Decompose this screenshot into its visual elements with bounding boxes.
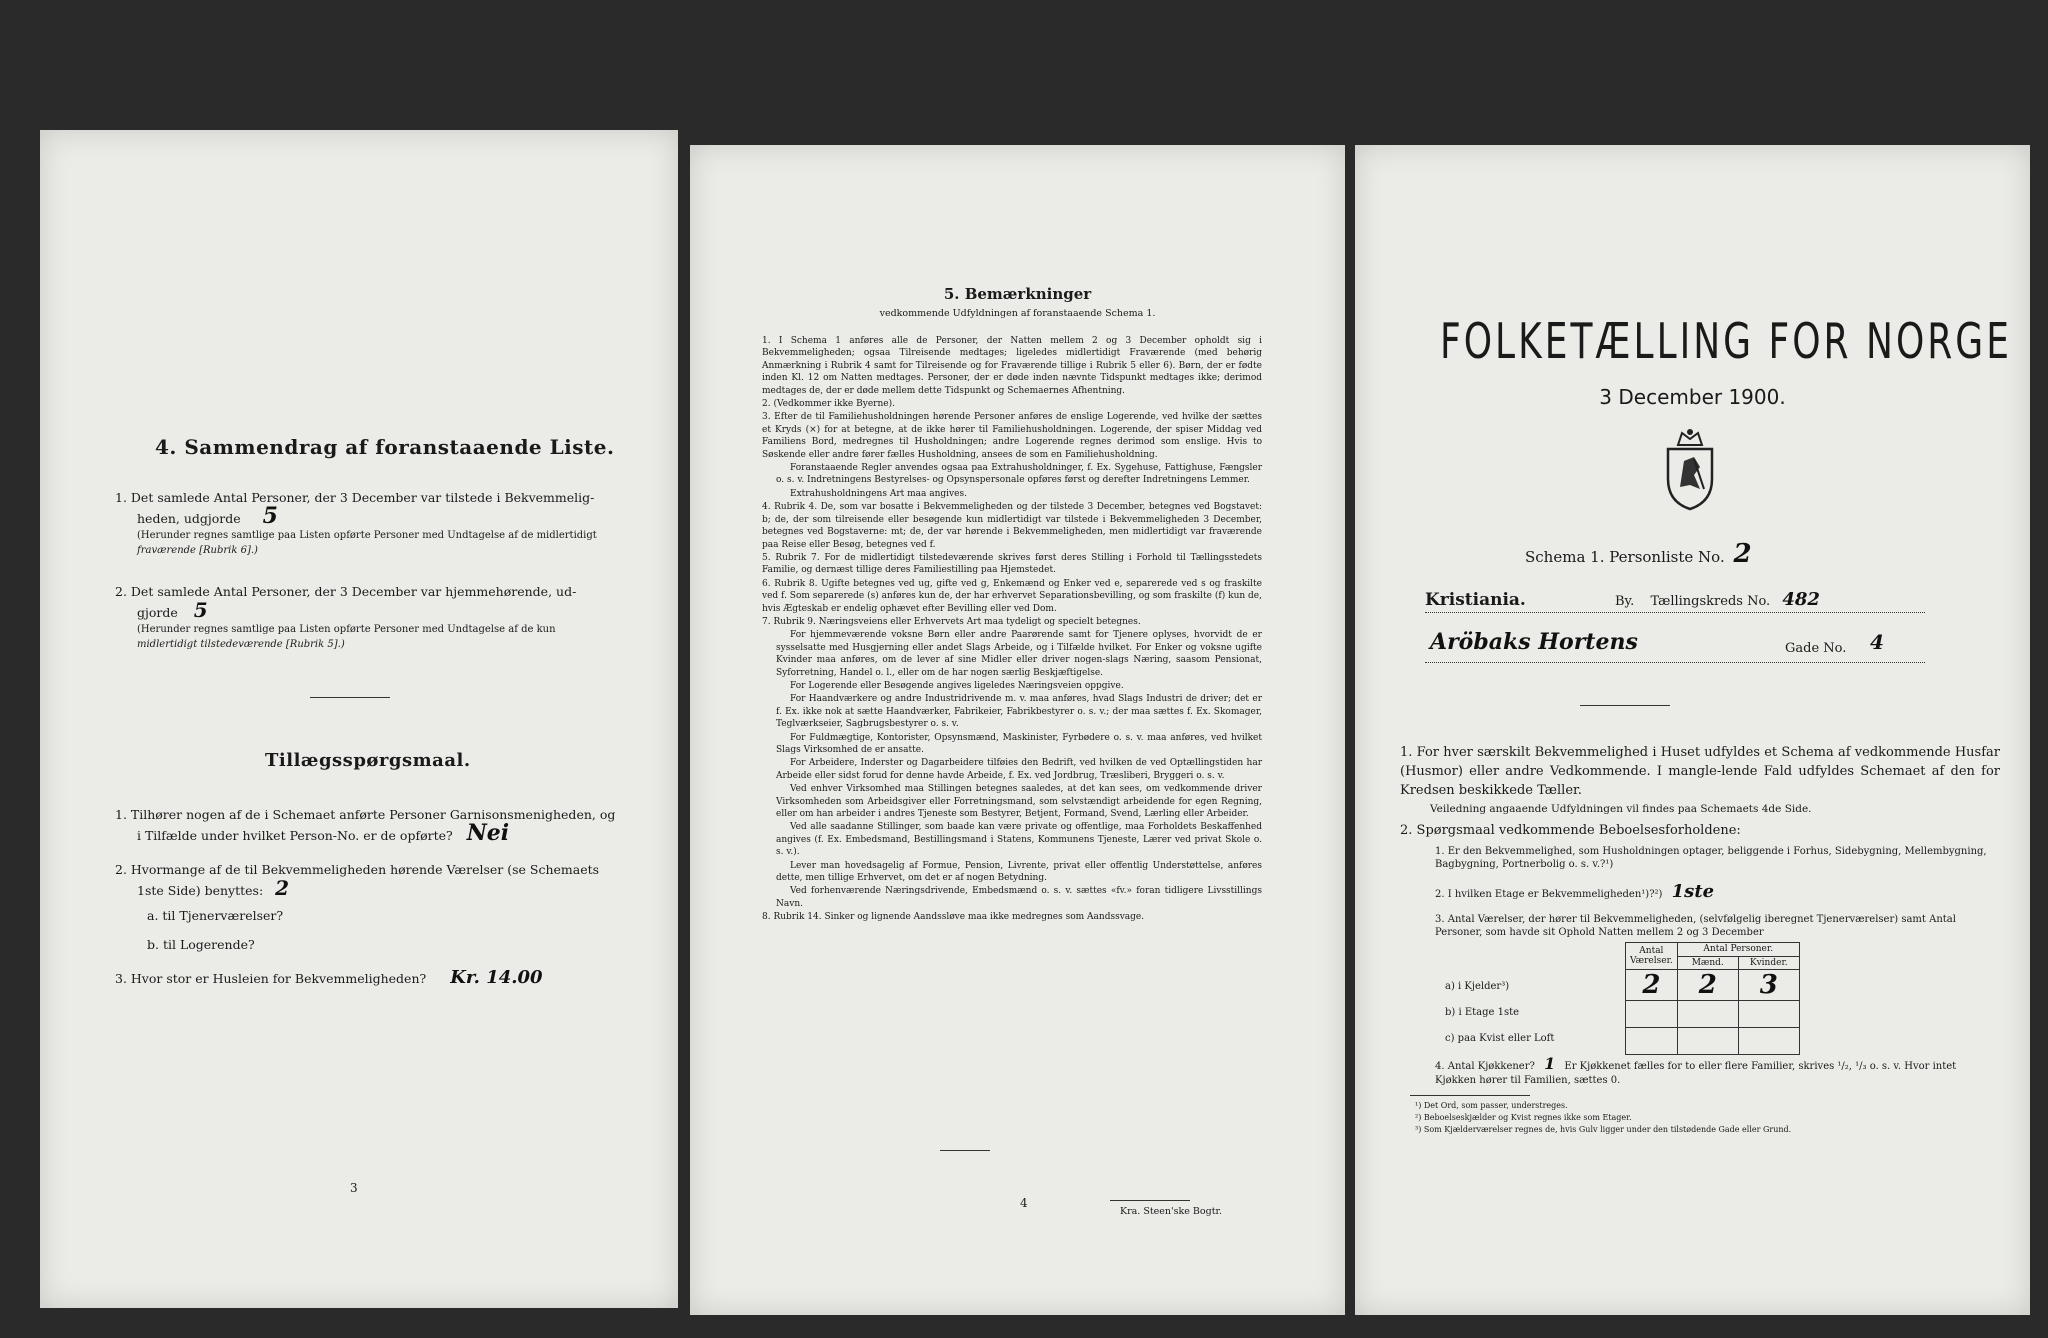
remark-paragraph: For Fuldmægtige, Kontorister, Opsynsmænd, Maskinister, Fyrbødere o. s. v. maa anføres, ved hvilket Slags Virksomhed de er ansatte. [776, 732, 1262, 755]
remark-paragraph: For Haandværkere og andre Industridrivende m. v. maa anføres, hvad Slags Industri de driver; det er f. Ex. ikke nok at sætte Haandværker, Fabrikeier, Fabrikbestyrer o. s. v.; der maa sættes f. Ex. Skomager, Teglværkseier, Sagbrugsbestyrer o. s. v. [776, 694, 1262, 730]
remark-paragraph: 6. Rubrik 8. Ugifte betegnes ved ug, gifte ved g, Enkemænd og Enker ved e, separerede ved s og fraskilte ved f. Som separerede (s) anføres kun de, der har erhvervet Separationsbevilling, og som fraskilte (f) kun de, hvis Ægteskab er endelig ophævet efter Bevilling eller ved Dom. [762, 578, 1262, 614]
divider-mid [940, 1150, 990, 1151]
location-line [1425, 590, 2025, 611]
q4-rest: Er Kjøkkenet fælles for to eller flere Familier, skrives ¹/₂, ¹/₃ o. s. v. Hvor intet Kjøkken hører til Familien, sættes 0. [1435, 1061, 1957, 1086]
remark-paragraph: 3. Efter de til Familiehusholdningen hørende Personer anføres de enslige Logerende, ved hvilke der sættes et Kryds (×) for at betegne, at de ikke hører til Familiehusholdningen. Logerende, der spiser Middag ved Familiens Bord, medregnes til Husholdningen; andre Logerende regnes derimod som enslige. Hvis to Søskende eller andre fører fælles Husholdning, ansees de som en Familiehusholdning. [762, 412, 1262, 460]
personliste-no: 2 [1733, 539, 1752, 569]
page-middle [690, 145, 1345, 1315]
gade-no: 4 [1870, 630, 1884, 654]
tillaeg-q2 [115, 860, 655, 954]
page-left [40, 130, 678, 1308]
remarks-subtitle: vedkommende Udfyldningen af foranstaaende Schema 1. [879, 308, 1156, 319]
q2-answer: 5 [193, 598, 208, 622]
occupancy-table [1625, 942, 1800, 1055]
t2-answer: 2 [275, 876, 290, 900]
footnotes [1415, 1100, 1995, 1136]
location-underline [1425, 612, 1925, 613]
kreds-no: 482 [1782, 589, 1820, 610]
q2-label: 2. I hvilken Etage er Bekvemmeligheden¹)?²) [1435, 889, 1663, 900]
footnote-rule [1410, 1095, 1530, 1096]
remark-paragraph: 5. Rubrik 7. For de midlertidigt tilstedeværende skrives først deres Stilling i Forhold til Tællingsstedets Familie, og dernæst tillige deres Familiestilling paa Hjemstedet. [762, 552, 1262, 576]
tillaeg-q1 [115, 805, 655, 845]
remark-paragraph: 8. Rubrik 14. Sinker og lignende Aandssløve maa ikke medregnes som Aandssvage. [762, 912, 1145, 923]
remark-paragraph: For Logerende eller Besøgende angives ligeledes Næringsveien oppgive. [790, 680, 1124, 691]
remark-paragraph: For Arbeidere, Inderster og Dagarbeidere tilføies den Bedrift, ved hvilken de ved Optællingstiden har Arbeide eller sidst forud for denne havde Arbeide, f. Ex. ved Jordbrug, Træsliberi, Bryggeri o. s. v. [776, 758, 1262, 781]
remark-paragraph: Ved alle saadanne Stillinger, som baade kan være private og offentlige, maa Forholdets Beskaffenhed angives (f. Ex. Embedsmand, Bestillingsmand i Statens, Kommunens Tjeneste, Lærer ved privat Skole o. s. v.). [776, 822, 1262, 858]
street-line [1430, 629, 2020, 656]
cell-vaerelser: 2 [1626, 970, 1678, 1001]
remark-paragraph: 1. I Schema 1 anføres alle de Personer, der Natten mellem 2 og 3 December opholdt sig i Bekvemmeligheden; ogsaa Tilreisende medtages; ligeledes midlertidigt Fraværende (med behørig Anmærkning i Rubrik 4 samt for Tilreisende og for Fraværende tillige i Rubrik 5 eller 6). Børn, der er fødte inden Kl. 12 om Natten medtages. Personer, der er døde inden nævnte Tidspunkt medtages ikke; derimod medtages de, der er døde mellem dette Tidspunkt og Schemaernes Afhentning. [762, 336, 1262, 396]
cell-kvinder [1738, 1028, 1799, 1055]
footnote-2: ²) Beboelseskjælder og Kvist regnes ikke som Etager. [1415, 1113, 1632, 1122]
question-1-right: 1. Er den Bekvemmelighed, som Husholdningen optager, beliggende i Forhus, Sidebygning, Mellembygning, Bagbygning, Portnerbolig o. s. v.?¹) [1435, 846, 1987, 870]
row-label-c: c) paa Kvist eller Loft [1445, 1033, 1555, 1044]
q1-note1: (Herunder regnes samtlige paa Listen opførte Personer med Undtagelse af de midlertidigt [137, 530, 597, 541]
remark-paragraph: For hjemmeværende voksne Børn eller andre Paarørende samt for Tjenere oplyses, hvorvidt de er sysselsatte med Husgjerning eller andet Slags Arbeide, og i Tilfælde hvilket. For Enker og voksne ugifte Kvinder maa anføres, om de lever af sine Midler eller driver nogen-slags Næring, saasom Pensionat, Syforretning, Handel o. l., eller om de har nogen særlig Beskjæftigelse. [776, 630, 1262, 678]
q1-answer: 5 [262, 503, 278, 529]
remark-paragraph: 2. (Vedkommer ikke Byerne). [762, 399, 895, 410]
table-row [1626, 1028, 1800, 1055]
t2-line1: 2. Hvormange af de til Bekvemmeligheden hørende Værelser (se Schemaets [115, 862, 600, 877]
page-right [1355, 145, 2030, 1315]
cell-maend [1677, 1001, 1738, 1028]
t3-answer: Kr. 14.00 [450, 967, 543, 988]
section-4-title: 4. Sammendrag af foranstaaende Liste. [155, 435, 615, 459]
remark-paragraph: Extrahusholdningens Art maa angives. [790, 488, 967, 499]
t1-answer: Nei [466, 820, 510, 846]
question-3-right: 3. Antal Værelser, der hører til Bekvemmeligheden, (selvfølgelig iberegnet Tjenerværelser) samt Antal Personer, som havde sit Ophold Natten mellem 2 og 3 December [1435, 914, 1956, 938]
kreds-label: Tællingskreds No. [1650, 594, 1771, 609]
schema-label: Schema 1. Personliste No. [1525, 548, 1725, 566]
t3-line: 3. Hvor stor er Husleien for Bekvemmeligheden? [115, 971, 427, 986]
t1-line2: i Tilfælde under hvilket Person-No. er de opførte? [137, 828, 453, 843]
question-2 [115, 582, 635, 652]
col-maend: Mænd. [1677, 956, 1738, 970]
gade-label: Gade No. [1785, 641, 1847, 656]
question-4-right [1435, 1054, 1995, 1088]
census-date: 3 December 1900. [1599, 385, 1786, 409]
instruction-1: 1. For hver særskilt Bekvemmelighed i Huset udfyldes et Schema af vedkommende Husfar (Husmor) eller andre Vedkommende. I mangle-lende Fald udfyldes Schemaet af den for Kredsen beskikkede Tæller. [1400, 745, 2000, 798]
instruction-1-note: Veiledning angaaende Udfyldningen vil findes paa Schemaets 4de Side. [1430, 803, 1812, 815]
footnote-1: ¹) Det Ord, som passer, understreges. [1415, 1101, 1568, 1110]
col-kvinder: Kvinder. [1738, 956, 1799, 970]
street-name: Aröbaks Hortens [1430, 629, 1638, 655]
divider-right [1580, 705, 1670, 706]
schema-line [1525, 539, 1752, 569]
q1-note2: fraværende [Rubrik 6].) [137, 545, 258, 556]
col-group-personer: Antal Personer. [1677, 943, 1799, 957]
cell-kvinder [1738, 1001, 1799, 1028]
remark-paragraph: Foranstaaende Regler anvendes ogsaa paa Extrahusholdninger, f. Ex. Sygehuse, Fattighuse, Fængsler o. s. v. Indretningens Bestyrelses- og Opsynspersonale opføres først og derefter Indretningens Lemmer. [776, 463, 1262, 486]
q2-line2: gjorde [137, 605, 178, 620]
q4-label: 4. Antal Kjøkkener? [1435, 1061, 1535, 1072]
table-row [1626, 970, 1800, 1001]
cell-vaerelser [1626, 1028, 1678, 1055]
t2-line2: 1ste Side) benyttes: [137, 883, 264, 898]
q1-line1: 1. Det samlede Antal Personer, der 3 December var tilstede i Bekvemmelig- [115, 490, 595, 505]
col-vaerelser: Antal Værelser. [1626, 943, 1678, 970]
coat-of-arms-icon [1660, 427, 1720, 516]
footnote-3: ³) Som Kjælderværelser regnes de, hvis Gulv ligger under den tilstødende Gade eller Grund. [1415, 1125, 1792, 1134]
t2b: b. til Logerende? [147, 937, 255, 952]
remark-paragraph: 4. Rubrik 4. De, som var bosatte i Bekvemmeligheden og der tilstede 3 December, betegnes ved Bogstavet: b; de, der som tilreisende eller besøgende kun midlertidigt var tilstede i Bekvemmeligheden 3 December, betegnes ved Bogstaverne: mt; de, der var hørende i Bekvemmeligheden, men midlertidigt var fraværende paa Reise eller Besøg, betegnes ved f. [762, 502, 1262, 550]
tillaeg-q3 [115, 968, 655, 988]
remark-paragraph: Ved forhenværende Næringsdrivende, Embedsmænd o. s. v. sættes «fv.» foran tidligere Livsstillings Navn. [776, 886, 1262, 909]
cell-vaerelser [1626, 1001, 1678, 1028]
cell-maend: 2 [1677, 970, 1738, 1001]
instruction-2: 2. Spørgsmaal vedkommende Beboelsesforholdene: [1400, 823, 1741, 838]
remark-paragraph: Ved enhver Virksomhed maa Stillingen betegnes saaledes, at det kan sees, om vedkommende driver Virksomheden som Arbeidsgiver eller Forretningsmand, som selvstændigt arbeidende for egen Regning, eller om han arbeider i andres Tjeneste som Bestyrer, Betjent, Formand, Svend, Lærling eller Arbeider. [776, 784, 1262, 820]
t2a: a. til Tjenerværelser? [147, 908, 284, 923]
question-1 [115, 488, 635, 558]
q2-note1: (Herunder regnes samtlige paa Listen opførte Personer med Undtagelse af de kun [137, 624, 556, 635]
tillaeg-title: Tillægsspørgsmaal. [265, 750, 471, 771]
q2-line1: 2. Det samlede Antal Personer, der 3 December var hjemmehørende, ud- [115, 584, 577, 599]
remark-paragraph: 7. Rubrik 9. Næringsveiens eller Erhvervets Art maa tydeligt og specielt betegnes. [762, 616, 1141, 627]
row-label-b: b) i Etage 1ste [1445, 1007, 1520, 1018]
q2-answer: 1ste [1671, 881, 1715, 902]
remarks-body [762, 335, 1262, 925]
remark-paragraph: Lever man hovedsagelig af Formue, Pension, Livrente, privat eller offentlig Understøttelse, anføres dette, men tillige Erhvervet, om det er af nogen Betydning. [776, 860, 1262, 884]
by-label: By. [1614, 594, 1635, 609]
cell-kvinder: 3 [1738, 970, 1799, 1001]
printer-name: Kra. Steen'ske Bogtr. [1120, 1206, 1223, 1217]
q2-note2: midlertidigt tilstedeværende [Rubrik 5].) [137, 639, 345, 650]
city: Kristiania. [1425, 590, 1526, 610]
row-label-a: a) i Kjelder³) [1445, 981, 1510, 992]
page-number-left: 3 [350, 1181, 358, 1195]
street-underline [1425, 662, 1925, 663]
remarks-title: 5. Bemærkninger [943, 285, 1092, 303]
q1-line2: heden, udgjorde [137, 511, 241, 526]
divider [310, 697, 390, 698]
table-row [1626, 1001, 1800, 1028]
census-title: FOLKETÆLLING FOR NORGE [1440, 315, 2012, 371]
q4-answer: 1 [1544, 1054, 1556, 1073]
printer-line [1110, 1200, 1190, 1201]
t1-line1: 1. Tilhører nogen af de i Schemaet anførte Personer Garnisonsmenigheden, og [115, 807, 616, 822]
question-2-right [1435, 881, 1995, 902]
page-number-mid: 4 [1020, 1196, 1028, 1210]
cell-maend [1677, 1028, 1738, 1055]
